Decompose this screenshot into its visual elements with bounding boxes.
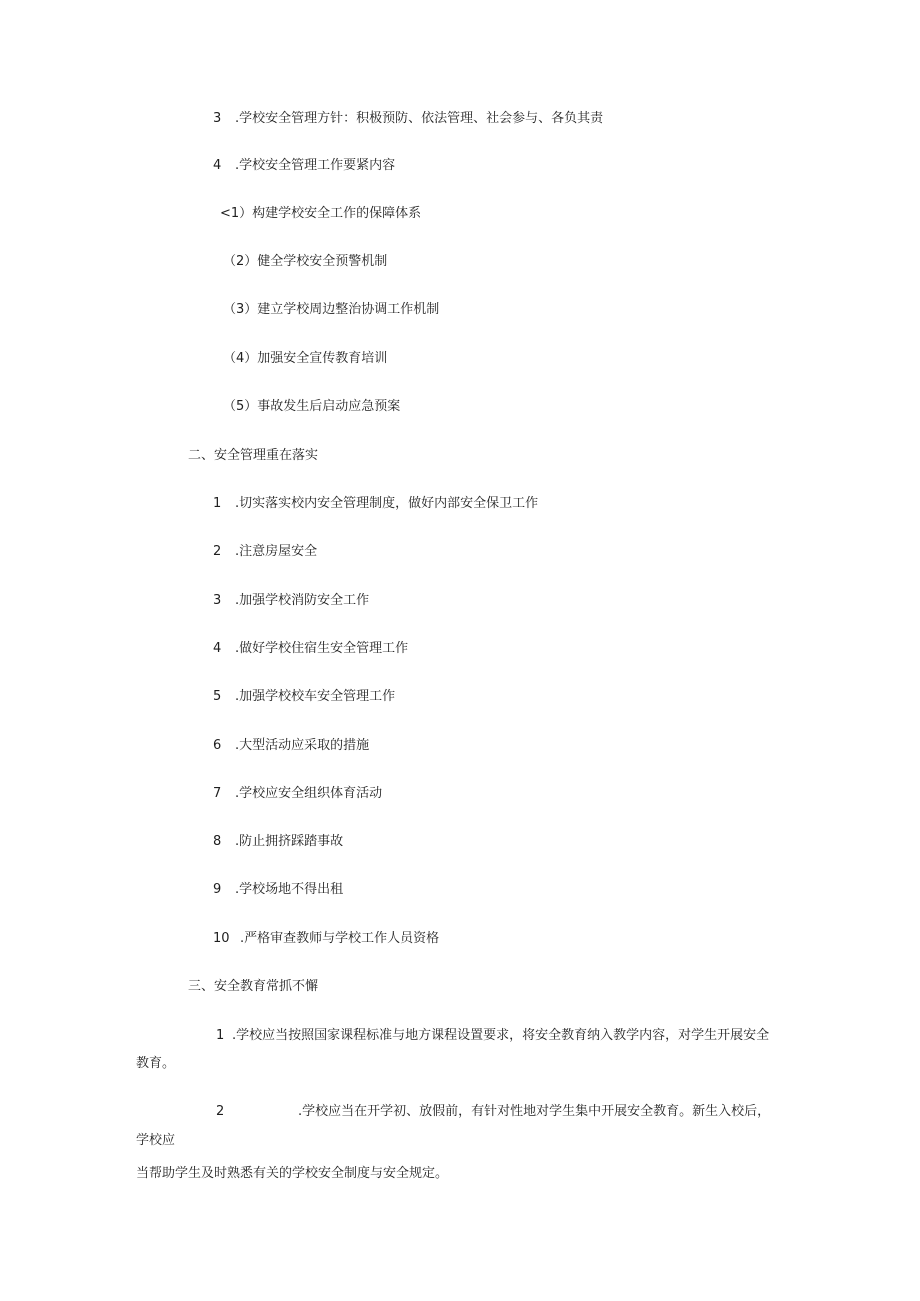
paragraph-first-line — [216, 1104, 770, 1120]
item-text: .学校应安全组织体育活动 — [235, 786, 383, 801]
list-item — [213, 496, 538, 512]
item-text: .学校应当在开学初、放假前，有针对性地对学生集中开展安全教育。新生入校后， — [298, 1104, 771, 1119]
paragraph-continuation: 教育。 — [136, 1056, 176, 1071]
item-number: 1 — [216, 1028, 225, 1043]
item-number: 3 — [213, 111, 222, 126]
paragraph-continuation: 学校应 — [136, 1133, 176, 1148]
item-text: .严格审查教师与学校工作人员资格 — [240, 931, 440, 946]
item-number: 10 — [213, 931, 230, 946]
item-text: .注意房屋安全 — [235, 544, 318, 559]
item-text: .切实落实校内安全管理制度，做好内部安全保卫工作 — [235, 496, 539, 511]
item-text: .学校安全管理工作要紧内容 — [235, 158, 396, 173]
list-item — [213, 641, 408, 657]
item-number: 2 — [216, 1104, 225, 1119]
list-item — [213, 593, 369, 609]
paragraph-continuation: 当帮助学生及时熟悉有关的学校安全制度与安全规定。 — [136, 1166, 449, 1181]
item-number: 4 — [213, 158, 222, 173]
section-heading: 二、安全管理重在落实 — [188, 448, 319, 463]
list-item — [213, 111, 603, 127]
list-item — [213, 158, 395, 174]
list-item — [213, 544, 317, 560]
paragraph-first-line — [216, 1028, 769, 1044]
item-number: 9 — [213, 882, 222, 897]
list-item — [213, 882, 343, 898]
item-text: .学校应当按照国家课程标准与地方课程设置要求，将安全教育纳入教学内容，对学生开展安全 — [232, 1028, 770, 1043]
item-text: .防止拥挤踩踏事故 — [235, 834, 344, 849]
list-item — [213, 738, 369, 754]
item-number: 3 — [213, 593, 222, 608]
sub-item: <1）构建学校安全工作的保障体系 — [220, 206, 422, 221]
item-text: .学校安全管理方针：积极预防、依法管理、社会参与、各负其责 — [235, 111, 604, 126]
item-number: 2 — [213, 544, 222, 559]
list-item — [213, 786, 382, 802]
item-text: .学校场地不得出租 — [235, 882, 344, 897]
item-text: .做好学校住宿生安全管理工作 — [235, 641, 409, 656]
sub-item: （5）事故发生后启动应急预案 — [223, 399, 401, 414]
sub-item: （4）加强安全宣传教育培训 — [223, 351, 388, 366]
item-text: .加强学校校车安全管理工作 — [235, 689, 396, 704]
item-number: 1 — [213, 496, 222, 511]
list-item — [213, 931, 439, 947]
item-text: .加强学校消防安全工作 — [235, 593, 370, 608]
item-number: 5 — [213, 689, 222, 704]
item-number: 8 — [213, 834, 222, 849]
item-number: 7 — [213, 786, 222, 801]
item-text: .大型活动应采取的措施 — [235, 738, 370, 753]
list-item — [213, 689, 395, 705]
item-number: 6 — [213, 738, 222, 753]
section-heading: 三、安全教育常抓不懈 — [188, 979, 319, 994]
item-number: 4 — [213, 641, 222, 656]
sub-item: （3）建立学校周边整治协调工作机制 — [223, 302, 440, 317]
list-item — [213, 834, 343, 850]
sub-item: （2）健全学校安全预警机制 — [223, 254, 388, 269]
